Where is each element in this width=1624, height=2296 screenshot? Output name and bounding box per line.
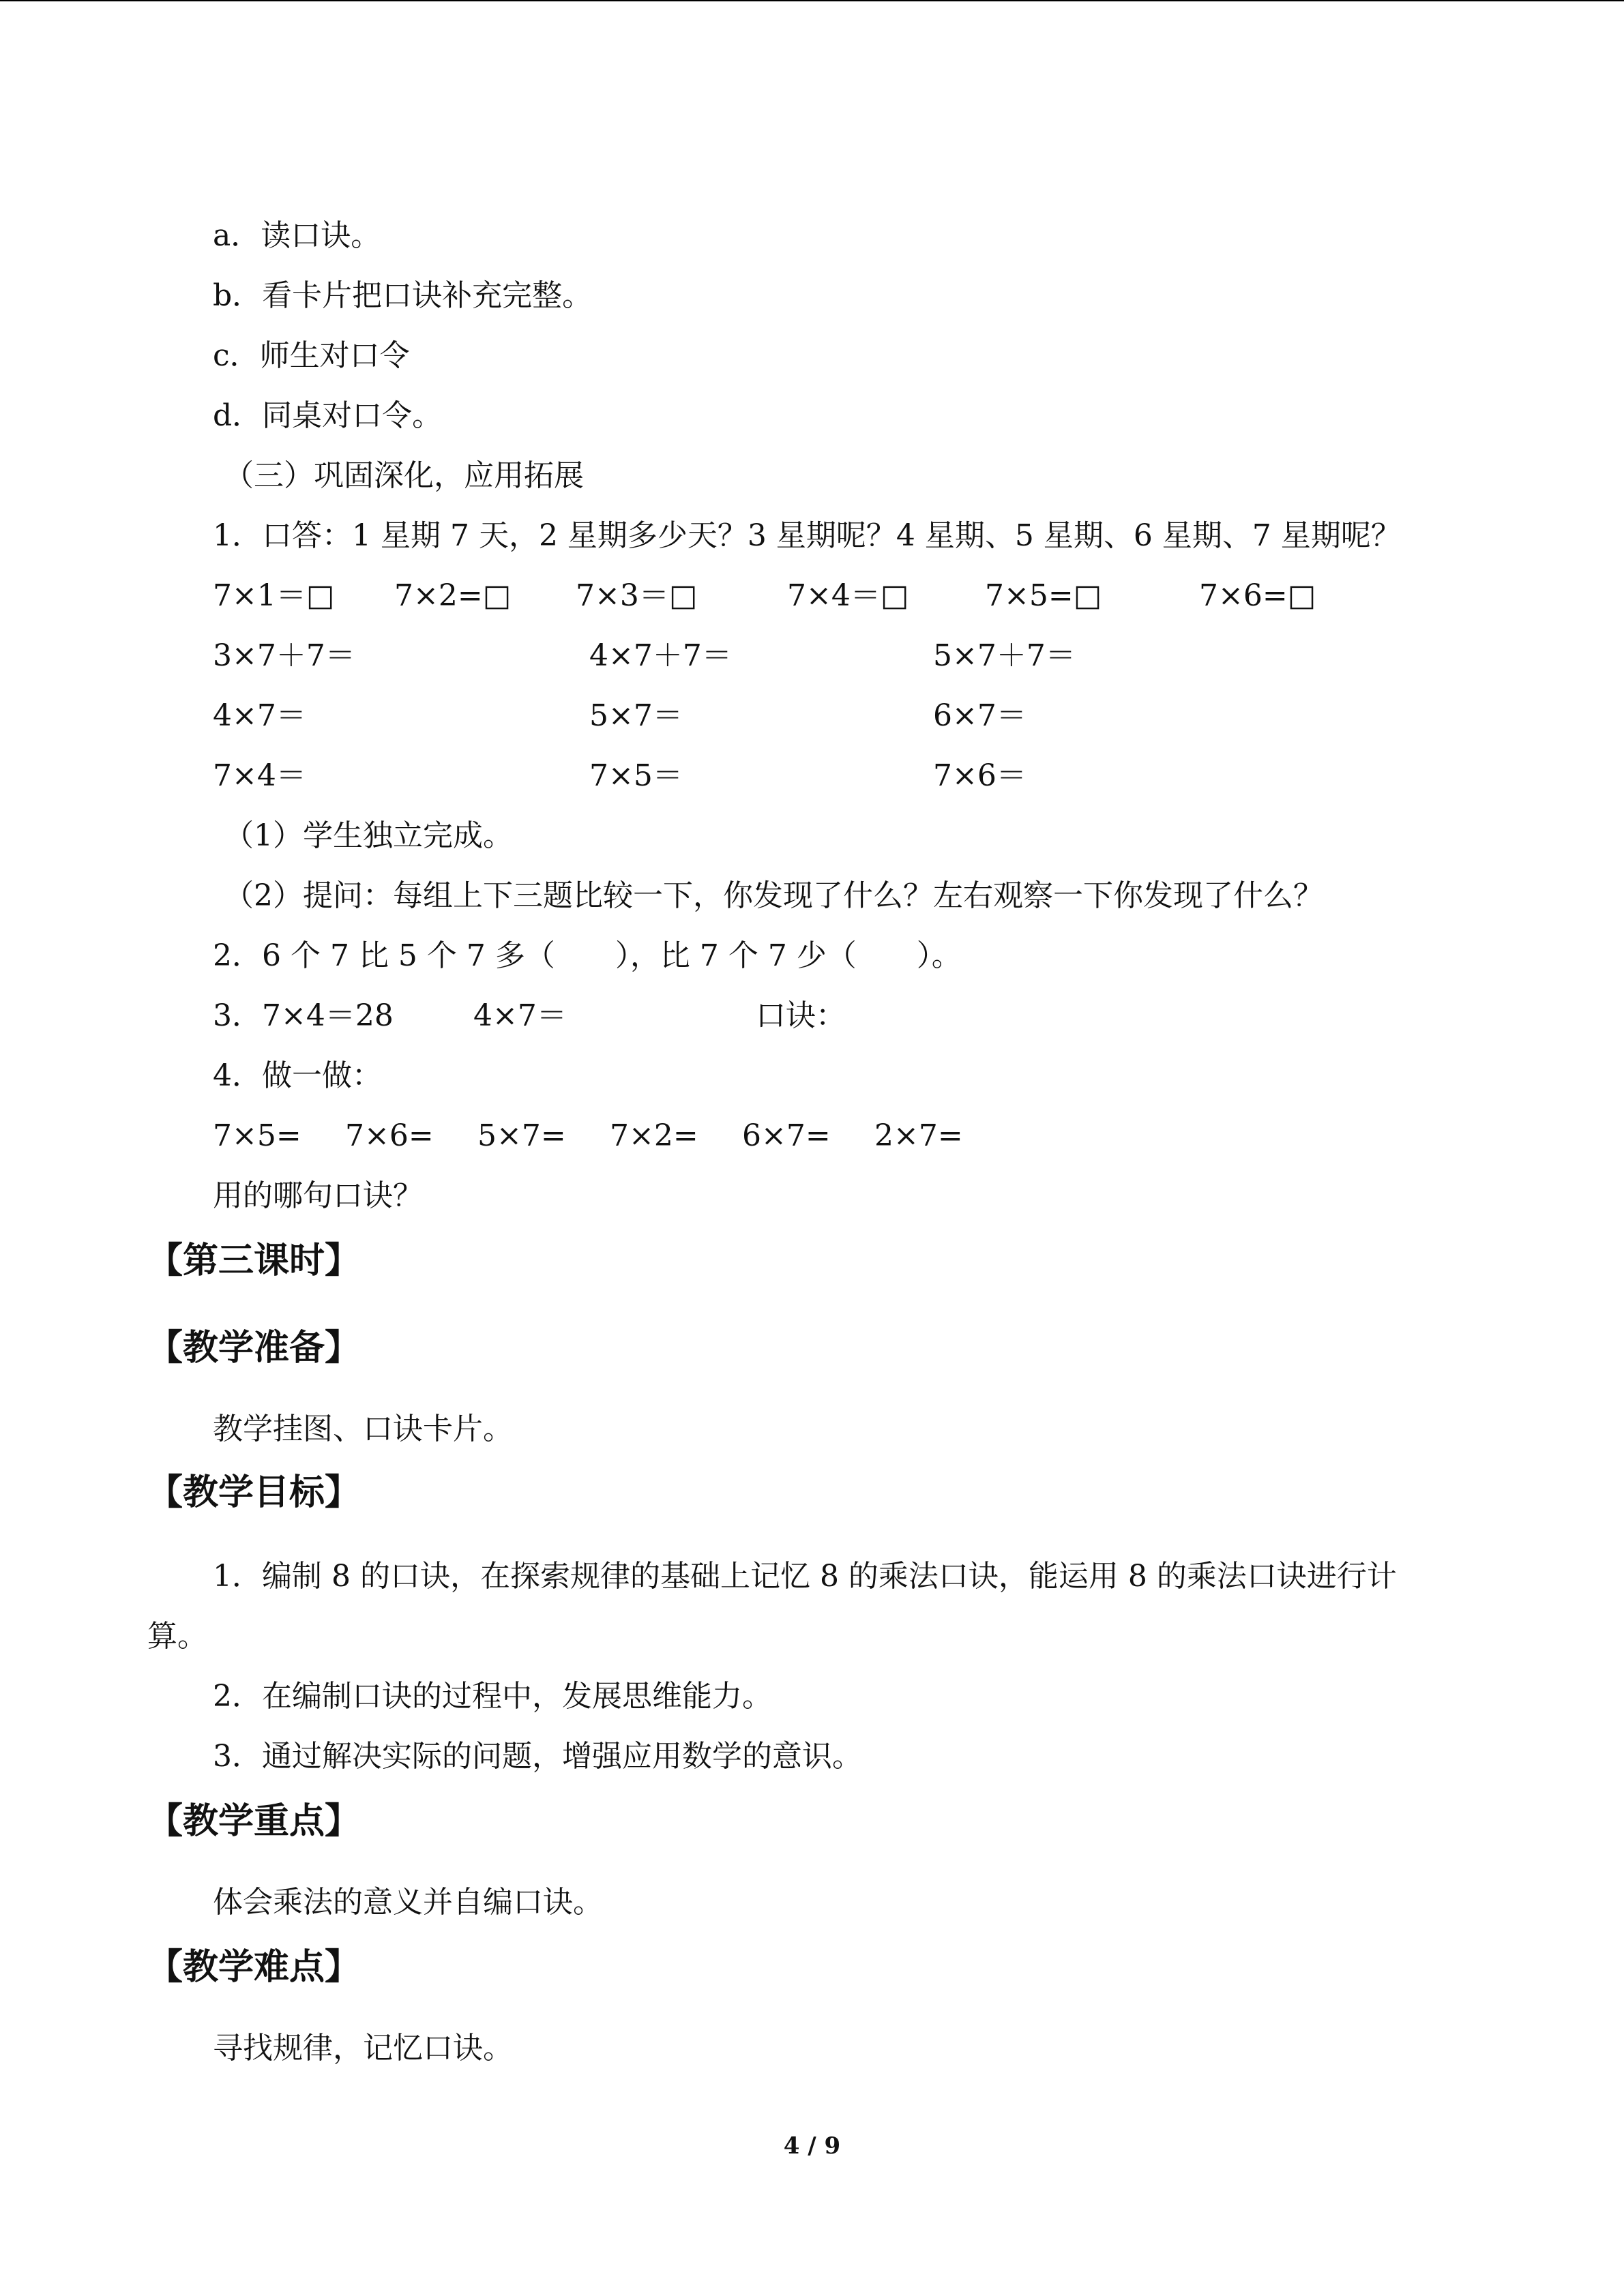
q4-item: 6×7= [742,1118,831,1153]
step-a: a．读口诀。 [213,218,381,253]
heading-key-points: 【教学重点】 [147,1801,361,1842]
q1-sub-2: （2）提问：每组上下三题比较一下，你发现了什么？左右观察一下你发现了什么？ [224,878,1323,913]
goal-3: 3．通过解决实际的问题，增强应用数学的意识。 [213,1739,862,1774]
q1-grid-cell: 7×4＝ [213,758,306,793]
q1-row1-item: 7×3＝□ [576,578,698,613]
page-number: 4 / 9 [783,2132,841,2160]
q1-grid-cell: 5×7＝ [589,698,683,733]
heading-lesson-3: 【第三课时】 [147,1240,361,1281]
q1-grid-cell: 4×7＋7＝ [589,638,732,673]
question-4-title: 4．做一做： [213,1058,382,1093]
difficulties-text: 寻找规律，记忆口诀。 [213,2031,513,2066]
goal-2: 2．在编制口诀的过程中，发展思维能力。 [213,1679,772,1714]
heading-teaching-prep: 【教学准备】 [147,1328,361,1369]
section-3-title: （三）巩固深化，应用拓展 [224,458,584,493]
q1-row1-item: 7×1＝□ [213,578,335,613]
goal-1-line-2: 算。 [147,1619,207,1654]
question-3-part: 口诀： [756,998,846,1033]
q1-row1-item: 7×2=□ [394,578,512,613]
q4-item: 7×6= [345,1118,434,1153]
question-3-part: 4×7＝ [473,998,567,1033]
q4-item: 5×7= [477,1118,566,1153]
key-points-text: 体会乘法的意义并自编口诀。 [213,1885,603,1920]
q4-item: 2×7= [874,1118,963,1153]
question-3-part: 3．7×4＝28 [213,998,394,1033]
heading-difficulties: 【教学难点】 [147,1947,361,1988]
q4-item: 7×2= [610,1118,698,1153]
q1-row1-item: 7×4＝□ [787,578,909,613]
q1-sub-1: （1）学生独立完成。 [224,818,513,853]
step-d: d．同桌对口令。 [213,398,443,433]
q1-grid-cell: 7×6＝ [933,758,1027,793]
q1-row1-item: 7×6=□ [1199,578,1316,613]
step-c: c．师生对口令 [213,338,410,373]
q1-grid-cell: 7×5＝ [589,758,683,793]
heading-teaching-goals: 【教学目标】 [147,1472,361,1513]
q1-grid-cell: 4×7＝ [213,698,306,733]
q1-grid-cell: 6×7＝ [933,698,1027,733]
q1-grid-cell: 3×7＋7＝ [213,638,355,673]
top-border-rule [0,0,1624,1]
step-b: b．看卡片把口诀补充完整。 [213,278,593,313]
question-2: 2．6 个 7 比 5 个 7 多（ ），比 7 个 7 少（ ）。 [213,938,962,973]
question-1: 1．口答：1 星期 7 天，2 星期多少天？3 星期呢？4 星期、5 星期、6 星期、7 星期呢？ [213,518,1401,553]
q1-grid-cell: 5×7＋7＝ [933,638,1076,673]
teaching-prep-text: 教学挂图、口诀卡片。 [213,1412,513,1446]
q4-item: 7×5= [213,1118,301,1153]
goal-1-line-1: 1．编制 8 的口诀，在探索规律的基础上记忆 8 的乘法口诀，能运用 8 的乘法口诀进行计 [213,1559,1397,1594]
q1-row1-item: 7×5=□ [985,578,1102,613]
q4-question: 用的哪句口诀？ [213,1178,423,1213]
